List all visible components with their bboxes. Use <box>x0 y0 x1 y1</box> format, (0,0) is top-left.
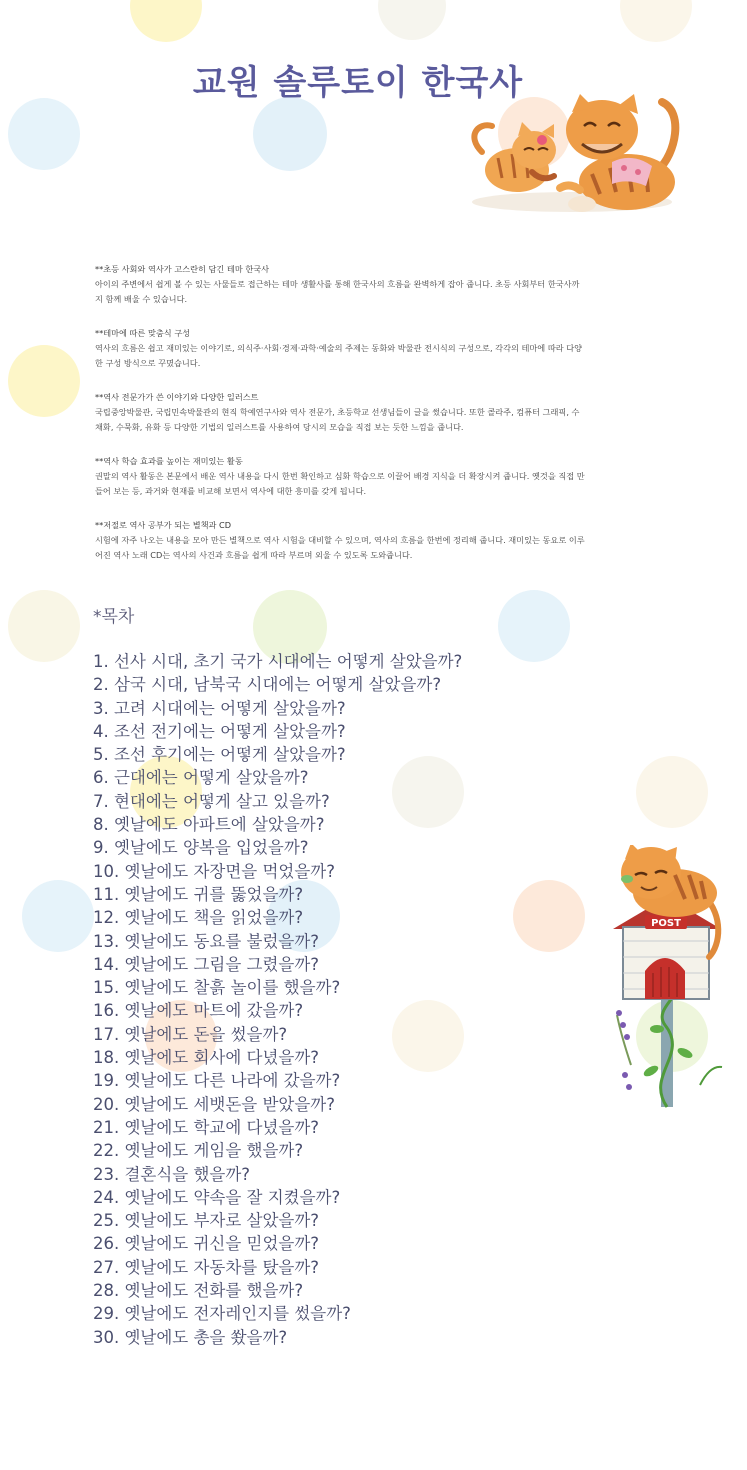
toc-item: 1. 선사 시대, 초기 국가 시대에는 어떻게 살았을까? <box>93 652 463 671</box>
toc-item: 25. 옛날에도 부자로 살았을까? <box>93 1211 320 1231</box>
bg-dot <box>8 345 80 417</box>
feature-text: 아이의 주변에서 쉽게 볼 수 있는 사물들로 접근하는 테마 생활사를 통해 한국사의 흐름을 완벽하게 잡아 줍니다. 초등 사회부터 한국사까 <box>95 279 580 289</box>
toc-item: 7. 현대에는 어떻게 살고 있을까? <box>93 791 330 811</box>
cat-mailbox-illustration <box>605 845 730 1110</box>
toc-item: 20. 옛날에도 세뱃돈을 받았을까? <box>93 1094 336 1114</box>
bg-dot <box>130 0 202 42</box>
toc-item: 5. 조선 후기에는 어떻게 살았을까? <box>93 745 346 765</box>
feature-text: 권말의 역사 활동은 본문에서 배운 역사 내용을 다시 한번 확인하고 심화 학습으로 이끌어 배경 지식을 더 확장시켜 줍니다. 옛것을 직접 만 <box>95 471 585 481</box>
bg-dot <box>22 880 94 952</box>
toc-item: 4. 조선 전기에는 어떻게 살았을까? <box>93 721 346 741</box>
toc-item: 11. 옛날에도 귀를 뚫었을까? <box>93 884 304 904</box>
feature-title: **저절로 역사 공부가 되는 별책과 CD <box>95 520 232 530</box>
toc-item: 8. 옛날에도 아파트에 살았을까? <box>93 815 325 835</box>
cats-illustration <box>462 92 684 218</box>
toc-item: 19. 옛날에도 다른 나라에 갔을까? <box>93 1071 341 1091</box>
feature-item <box>95 454 655 499</box>
feature-title: **역사 전문가가 쓴 이야기와 다양한 일러스트 <box>95 392 259 402</box>
feature-title: **초등 사회와 역사가 고스란히 담긴 테마 한국사 <box>95 264 270 274</box>
toc-item: 15. 옛날에도 찰흙 놀이를 했을까? <box>93 978 341 998</box>
toc-heading: *목차 <box>93 607 135 627</box>
bg-dot <box>253 97 327 171</box>
feature-text: 국립중앙박물관, 국립민속박물관의 현직 학예연구사와 역사 전문가, 초등학교 선생님들이 글을 썼습니다. 또한 콜라주, 컴퓨터 그래픽, 수 <box>95 407 580 417</box>
bg-dot <box>8 590 80 662</box>
feature-item <box>95 518 655 563</box>
bg-dot <box>378 0 446 40</box>
bg-dot <box>620 0 692 42</box>
feature-item <box>95 326 655 371</box>
toc-item: 27. 옛날에도 자동차를 탔을까? <box>93 1257 320 1277</box>
toc-item: 26. 옛날에도 귀신을 믿었을까? <box>93 1234 320 1254</box>
feature-text: 한 구성 방식으로 꾸몄습니다. <box>95 358 201 368</box>
bg-dot <box>8 98 80 170</box>
mailbox-sign: POST <box>651 918 681 929</box>
toc-item: 17. 옛날에도 돈을 썼을까? <box>93 1024 288 1044</box>
toc-item: 16. 옛날에도 마트에 갔을까? <box>93 1001 304 1021</box>
feature-list <box>95 262 655 582</box>
toc-item: 23. 결혼식을 했을까? <box>93 1164 251 1184</box>
feature-title: **테마에 따른 맞춤식 구성 <box>95 328 191 338</box>
feature-text: 역사의 흐름은 쉽고 재미있는 이야기로, 의식주·사회·경제·과학·예술의 주제는 동화와 박물관 전시식의 구성으로, 각각의 테마에 따라 다양 <box>95 343 583 353</box>
toc-item: 28. 옛날에도 전화를 했을까? <box>93 1281 304 1301</box>
feature-text: 어진 역사 노래 CD는 역사의 사건과 흐름을 쉽게 따라 부르며 외울 수 있도록 도와줍니다. <box>95 550 413 560</box>
toc-item: 29. 옛날에도 전자레인지를 썼을까? <box>93 1304 351 1324</box>
toc-item: 9. 옛날에도 양복을 입었을까? <box>93 838 309 858</box>
toc-list <box>93 650 553 1349</box>
toc-item: 2. 삼국 시대, 남북국 시대에는 어떻게 살았을까? <box>93 675 442 695</box>
feature-item <box>95 262 655 307</box>
toc-item: 24. 옛날에도 약속을 잘 지켰을까? <box>93 1187 341 1207</box>
feature-text: 들어 보는 등, 과거와 현재를 비교해 보면서 역사에 대한 흥미를 갖게 됩니다. <box>95 486 367 496</box>
feature-text: 시험에 자주 나오는 내용을 모아 만든 별책으로 역사 시험을 대비할 수 있으며, 역사의 흐름을 한번에 정리해 줍니다. 재미있는 동요로 이루 <box>95 535 585 545</box>
toc-item: 18. 옛날에도 회사에 다녔을까? <box>93 1048 320 1068</box>
toc-item: 10. 옛날에도 자장면을 먹었을까? <box>93 861 336 881</box>
toc-item: 12. 옛날에도 책을 읽었을까? <box>93 908 304 928</box>
toc-item: 13. 옛날에도 동요를 불렀을까? <box>93 931 320 951</box>
feature-text: 지 함께 배울 수 있습니다. <box>95 294 188 304</box>
feature-item <box>95 390 655 435</box>
page-title: 교원 솔루토이 한국사 <box>192 63 524 103</box>
feature-title: **역사 학습 효과를 높이는 재미있는 활동 <box>95 456 243 466</box>
toc-item: 30. 옛날에도 총을 쐈을까? <box>93 1327 288 1347</box>
toc-item: 22. 옛날에도 게임을 했을까? <box>93 1141 304 1161</box>
toc-item: 6. 근대에는 어떻게 살았을까? <box>93 768 309 788</box>
feature-text: 채화, 수묵화, 유화 등 다양한 기법의 일러스트를 사용하여 당시의 모습을 직접 보는 듯한 느낌을 줍니다. <box>95 422 464 432</box>
toc-item: 14. 옛날에도 그림을 그렸을까? <box>93 954 320 974</box>
bg-dot <box>636 756 708 828</box>
toc-item: 3. 고려 시대에는 어떻게 살았을까? <box>93 698 346 718</box>
toc-item: 21. 옛날에도 학교에 다녔을까? <box>93 1117 320 1137</box>
